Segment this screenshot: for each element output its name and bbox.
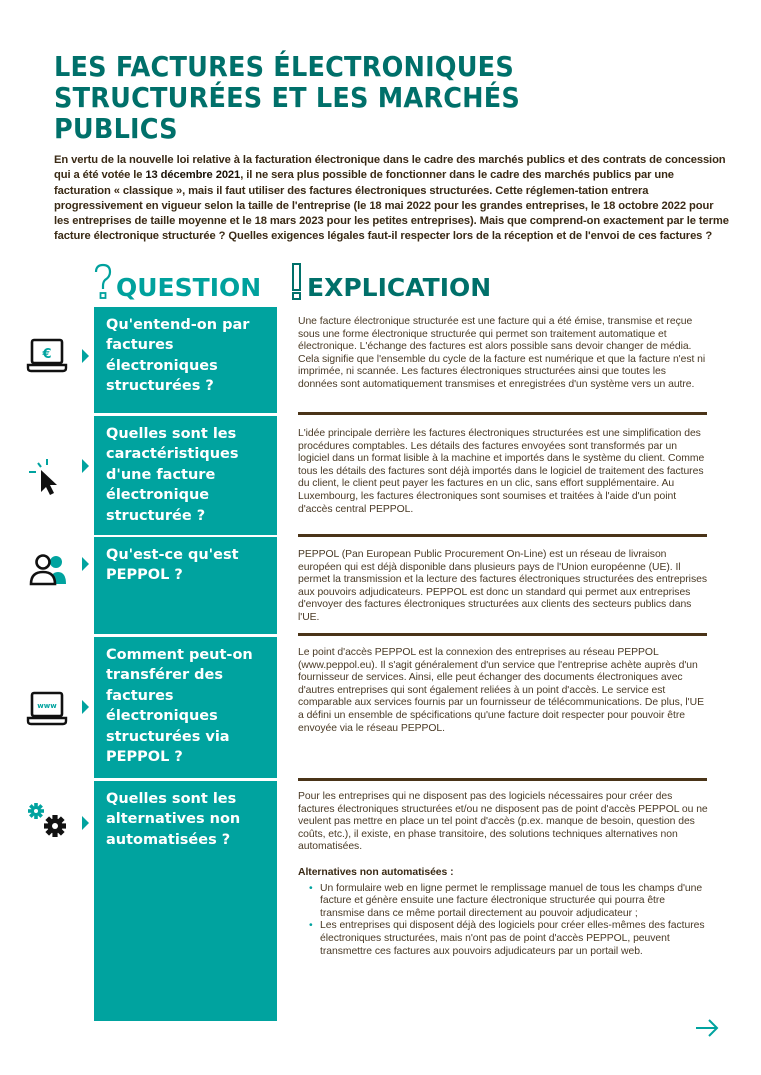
divider	[298, 412, 707, 415]
row-pointer-icon	[82, 816, 89, 830]
answer-2	[298, 428, 708, 516]
row-pointer-icon	[82, 349, 89, 363]
page-title	[54, 52, 575, 145]
title-line-3: PUBLICS	[54, 113, 178, 145]
answer-text: PEPPOL (Pan European Public Procurement On-Line) est un réseau de livraison européen qui est déjà disponible dans plusieurs pays de l'Union européenne (UE). Il permet la transmission et la lecture des factures électroniques structurées des entreprises aux pouvoirs adjudicateurs. PEPPOL est donc un standard qui permet aux entreprises d'envoyer des factures électroniques structurées aux clients des secteurs publics dans l'UE.	[298, 549, 707, 623]
answer-4	[298, 647, 708, 735]
question-text: Qu'est-ce qu'est PEPPOL ?	[106, 547, 239, 584]
intro-text-end: , il ne sera plus possible de fonctionner dans le cadre des marchés publics par une facturation « classique », mais il faut utiliser des factures électroniques structurées. Cette réglemen-tation entrera progressivement en vigueur selon la taille de l'entreprise (le 18 mai 2022 pour les grandes entreprises, le 18 octobre 2022 pour les entreprises de taille moyenne et le 18 mars 2023 pour les petites entreprises). Mais que comprend-on exactement par le terme facture électronique structurée ? Quelles exigences légales faut-il respecter lors de la réception et de l'envoi de ces factures ?	[54, 169, 729, 243]
divider	[298, 534, 707, 537]
question-header-label: QUESTION	[116, 273, 262, 302]
exclamation-mark-icon	[290, 262, 304, 302]
cursor-click-icon	[26, 458, 70, 498]
row-pointer-icon	[82, 557, 89, 571]
alternatives-title: Alternatives non automatisées :	[298, 866, 454, 878]
answer-3	[298, 549, 708, 625]
svg-text:www: www	[37, 702, 57, 710]
title-line-1: LES FACTURES ÉLECTRONIQUES	[54, 51, 514, 83]
question-text: Qu'entend-on par factures électroniques structurées ?	[106, 317, 250, 395]
answer-text: L'idée principale derrière les factures électroniques structurées est une simplification des procédures comptables. Les détails des factures envoyées sont transformés par un logiciel dans un format lisible à la machine et importés dans le système du client. Comme tous les détails des factures sont déjà importés dans le logiciel de traitement des factures du client, le client peut payer les factures en un clic, sans effort supplémentaire. Au Luxembourg, les factures électroniques sont soumises et traitées à l'aide d'un point d'accès central PEPPOL.	[298, 428, 705, 515]
question-text: Comment peut-on transférer des factures électroniques structurées via PEPPOL ?	[106, 647, 253, 766]
gears-icon	[26, 800, 70, 840]
explication-header-label: EXPLICATION	[307, 273, 492, 302]
question-box-1	[94, 307, 277, 413]
question-text: Quelles sont les alternatives non automatisées ?	[106, 791, 241, 848]
divider	[298, 633, 707, 636]
answer-1	[298, 316, 708, 392]
intro-date: 13 décembre 2021	[145, 169, 241, 182]
arrow-right-icon[interactable]	[694, 1018, 720, 1038]
intro-text-start: En vertu de la nouvelle loi relative à la facturation électronique dans le cadre des marchés publics et des contrats de concession qui a été votée le	[54, 154, 726, 182]
question-text: Quelles sont les caractéristiques d'une facture électronique structurée ?	[106, 426, 239, 524]
laptop-www-icon	[26, 688, 70, 728]
answer-text: Une facture électronique structurée est une facture qui a été émise, transmise et reçue sous une forme électronique structurée qui permet son traitement automatique et électronique. L'échange des factures est alors possible sans devoir changer de média. Cela signifie que l'ensemble du cycle de la facture est numérique et que la facture n'est ni imprimée, ni scannée. Les factures électroniques structurées ainsi que toutes les données sont automatiquement transmises et enregistrées d'un système vers un autre.	[298, 316, 706, 390]
question-box-4	[94, 637, 277, 778]
alternatives-list	[298, 883, 708, 959]
svg-text:€: €	[42, 347, 52, 362]
answer-5	[298, 791, 708, 958]
question-box-3	[94, 537, 277, 634]
divider	[298, 778, 707, 781]
question-box-2	[94, 416, 277, 535]
answer-text: Pour les entreprises qui ne disposent pas des logiciels nécessaires pour créer des factures électroniques structurées et/ou ne disposent pas de point d'accès PEPPOL ou ne veulent pas mettre en place un tel point d'accès (p.ex. manque de besoin, question des coûts, etc.), il existe, en phase transitoire, des solutions techniques alternatives non automatisées.	[298, 791, 708, 853]
laptop-euro-icon	[26, 335, 70, 375]
row-pointer-icon	[82, 459, 89, 473]
title-line-2: STRUCTURÉES ET LES MARCHÉS	[54, 82, 521, 114]
row-pointer-icon	[82, 700, 89, 714]
explication-header	[290, 262, 491, 302]
question-box-5	[94, 781, 277, 1021]
question-mark-icon	[93, 262, 113, 302]
users-icon	[26, 550, 70, 590]
list-item: • Les entreprises qui disposent déjà des logiciels pour créer elles-mêmes des factures électroniques structurées, mais n'ont pas de point d'accès PEPPOL, peuvent transmettre ces factures aux pouvoirs adjudicateurs par un portail web.	[320, 920, 708, 958]
question-header	[93, 262, 261, 302]
intro-paragraph	[54, 153, 729, 245]
answer-text: Le point d'accès PEPPOL est la connexion des entreprises au réseau PEPPOL (www.peppol.eu). Il s'agit généralement d'un service que l'entreprise achète auprès d'un fournisseur de services. Ainsi, elle peut échanger des documents électroniques avec d'autres entreprises qui sont également reliées à un point d'accès. Le service est comparable aux services fournis par un fournisseur de télécommunications. De plus, l'UE a défini un ensemble de spécifications qu'une facture doit respecter pour pouvoir être envoyée via le réseau PEPPOL.	[298, 647, 704, 734]
list-item: • Un formulaire web en ligne permet le remplissage manuel de tous les champs d'une facture et génère ensuite une facture électronique structurée qui pourra être transmise dans ce même portail directement au pouvoir adjudicateur ;	[320, 883, 708, 921]
